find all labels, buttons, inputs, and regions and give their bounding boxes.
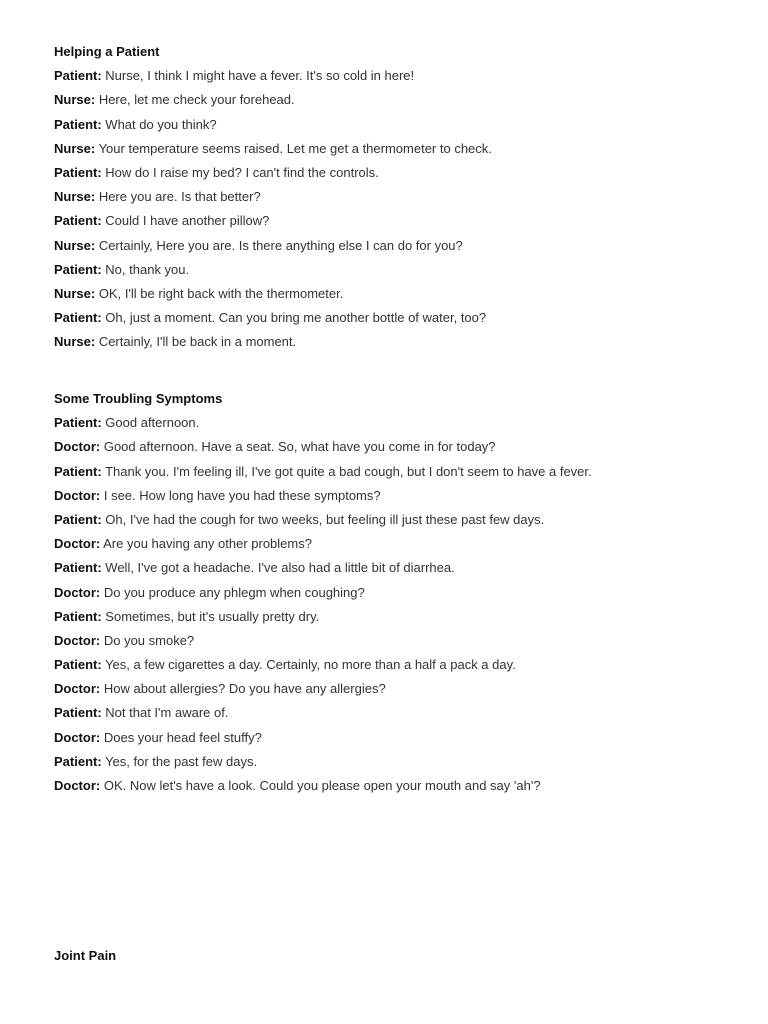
dialogue-line [54, 209, 744, 233]
speaker-label: Doctor: [54, 584, 101, 600]
dialogue-text: Sometimes, but it's usually pretty dry. [105, 608, 320, 624]
dialogue-line [54, 234, 744, 258]
dialogue-text: OK. Now let's have a look. Could you please open your mouth and say 'ah'? [103, 778, 541, 793]
speaker-label: Patient: [54, 310, 102, 326]
dialogue-line [54, 532, 744, 556]
speaker-label: Doctor: [54, 681, 101, 697]
speaker-label: Patient: [54, 164, 102, 180]
dialogue-line [54, 306, 744, 330]
dialogue-line [54, 726, 744, 750]
speaker-label: Patient: [54, 415, 102, 431]
dialogue-text: Here you are. Is that better? [98, 189, 261, 205]
dialogue-line [54, 411, 744, 435]
dialogue-text: Oh, I've had the cough for two weeks, but feeling ill just these past few days. [105, 511, 545, 527]
dialogue-line [54, 282, 744, 306]
dialogue-line [54, 701, 744, 725]
speaker-label: Doctor: [54, 487, 101, 503]
speaker-label: Nurse: [54, 92, 96, 108]
dialogue-text: OK, I'll be right back with the thermometer. [98, 285, 344, 301]
dialogue-line [54, 556, 744, 580]
speaker-label: Patient: [54, 116, 102, 132]
dialogue-text: Thank you. I'm feeling ill, I've got quite a bad cough, but I don't seem to have a fever. [105, 463, 592, 479]
speaker-label: Patient: [54, 608, 102, 624]
dialogue-text: How about allergies? Do you have any allergies? [103, 681, 386, 697]
dialogue-line [54, 330, 744, 354]
dialogue-section-joint-pain [54, 944, 744, 968]
dialogue-line [54, 677, 744, 701]
speaker-label: Patient: [54, 261, 102, 277]
speaker-label: Doctor: [54, 439, 101, 455]
dialogue-line [54, 258, 744, 282]
dialogue-line [54, 508, 744, 532]
dialogue-line [54, 581, 744, 605]
speaker-label: Doctor: [54, 536, 101, 552]
dialogue-text: Do you produce any phlegm when coughing? [103, 584, 365, 600]
speaker-label: Doctor: [54, 778, 101, 793]
speaker-label: Nurse: [54, 140, 96, 156]
dialogue-text: Not that I'm aware of. [105, 705, 229, 721]
section-title: Some Troubling Symptoms [54, 391, 223, 406]
dialogue-text: Certainly, I'll be back in a moment. [98, 334, 297, 350]
section-title: Helping a Patient [54, 44, 160, 59]
dialogue-line [54, 137, 744, 161]
speaker-label: Patient: [54, 560, 102, 576]
dialogue-text: Your temperature seems raised. Let me get a thermometer to check. [98, 140, 492, 156]
dialogue-text: Nurse, I think I might have a fever. It's so cold in here! [105, 68, 415, 84]
dialogue-section-some-troubling-symptoms [54, 387, 744, 798]
speaker-label: Nurse: [54, 237, 96, 253]
dialogue-line [54, 653, 744, 677]
dialogue-text: How do I raise my bed? I can't find the controls. [105, 164, 379, 180]
dialogue-section-helping-a-patient [54, 40, 744, 354]
dialogue-text: Oh, just a moment. Can you bring me another bottle of water, too? [105, 310, 487, 326]
dialogue-text: Yes, for the past few days. [105, 753, 258, 769]
speaker-label: Patient: [54, 705, 102, 721]
dialogue-text: Here, let me check your forehead. [98, 92, 295, 108]
dialogue-text: Do you smoke? [103, 632, 195, 648]
dialogue-line [54, 484, 744, 508]
dialogue-text: Does your head feel stuffy? [103, 729, 262, 745]
dialogue-text: Well, I've got a headache. I've also had a little bit of diarrhea. [105, 560, 455, 576]
speaker-label: Nurse: [54, 189, 96, 205]
dialogue-line [54, 185, 744, 209]
dialogue-line [54, 435, 744, 459]
dialogue-text: No, thank you. [105, 261, 190, 277]
speaker-label: Nurse: [54, 285, 96, 301]
dialogue-text: Are you having any other problems? [103, 536, 312, 552]
dialogue-line [54, 605, 744, 629]
dialogue-text: Good afternoon. [105, 415, 200, 431]
section-title: Joint Pain [54, 948, 117, 963]
dialogue-text: Yes, a few cigarettes a day. Certainly, no more than a half a pack a day. [105, 657, 516, 673]
dialogue-text: Certainly, Here you are. Is there anything else I can do for you? [98, 237, 463, 253]
dialogue-line [54, 161, 744, 185]
speaker-label: Patient: [54, 68, 102, 84]
dialogue-text: What do you think? [105, 116, 217, 132]
speaker-label: Patient: [54, 463, 102, 479]
dialogue-text: Could I have another pillow? [105, 213, 270, 229]
dialogue-line [54, 113, 744, 137]
speaker-label: Patient: [54, 213, 102, 229]
dialogue-line [54, 88, 744, 112]
dialogue-line [54, 629, 744, 653]
speaker-label: Nurse: [54, 334, 96, 350]
speaker-label: Doctor: [54, 632, 101, 648]
speaker-label: Patient: [54, 753, 102, 769]
dialogue-text: Good afternoon. Have a seat. So, what have you come in for today? [103, 439, 496, 455]
dialogue-text: I see. How long have you had these symptoms? [103, 487, 381, 503]
dialogue-line [54, 460, 744, 484]
dialogue-line [54, 750, 744, 774]
speaker-label: Doctor: [54, 729, 101, 745]
dialogue-line [54, 774, 744, 798]
dialogue-line [54, 64, 744, 88]
speaker-label: Patient: [54, 657, 102, 673]
speaker-label: Patient: [54, 511, 102, 527]
